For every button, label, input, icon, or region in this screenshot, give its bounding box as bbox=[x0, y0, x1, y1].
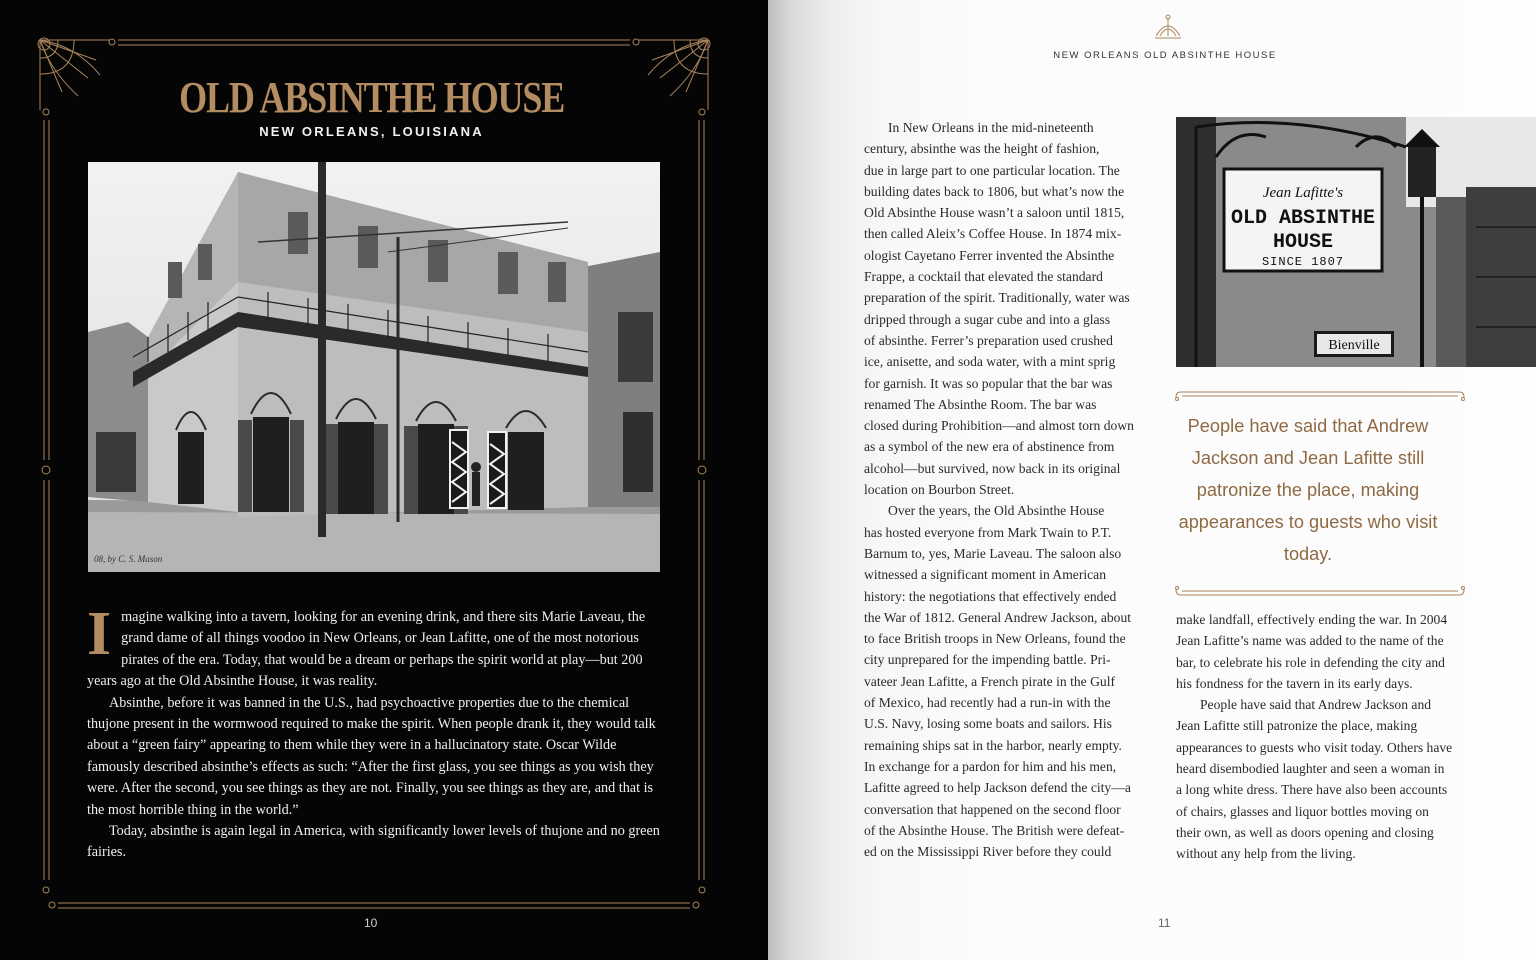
text-line: remaining ships sat in the harbor, nearly empty. bbox=[864, 737, 1122, 753]
text-line: alcohol—but survived, now back in its original bbox=[864, 460, 1121, 476]
text-line: history: the negotiations that effectively ended bbox=[864, 588, 1117, 604]
text-line: In exchange for a pardon for him and his men, bbox=[864, 758, 1117, 774]
text-line: without any help from the living. bbox=[1176, 846, 1356, 862]
text-line: Jean Lafitte’s name was added to the name of the bbox=[1176, 633, 1444, 649]
text-line: has hosted everyone from Mark Twain to P.T. bbox=[864, 524, 1112, 540]
paragraph-3: Today, absinthe is again legal in America, with significantly lower levels of thujone and no green fairies. bbox=[87, 823, 660, 861]
running-head: NEW ORLEANS OLD ABSINTHE HOUSE bbox=[1053, 50, 1277, 61]
text-line: their own, as well as doors opening and closing bbox=[1176, 824, 1434, 840]
text-line: Barnum to, yes, Marie Laveau. The saloon also bbox=[864, 545, 1122, 561]
text-line: vateer Jean Lafitte, a French pirate in the Gulf bbox=[864, 673, 1115, 689]
pull-quote: People have said that Andrew Jackson and Jean Lafitte still patronize the place, making appearances to guests who visit today. bbox=[1178, 416, 1438, 564]
column-1-paragraph-2 bbox=[864, 500, 1154, 862]
text-line: conversation that happened on the second floor bbox=[864, 801, 1121, 817]
text-line: In New Orleans in the mid-nineteenth bbox=[888, 120, 1094, 135]
street-sign: Bienville bbox=[1328, 338, 1380, 353]
text-line: of absinthe. Ferrer’s preparation used crushed bbox=[864, 332, 1113, 348]
text-line: People have said that Andrew Jackson and bbox=[1200, 697, 1432, 713]
text-line: closed during Prohibition—and almost torn down bbox=[864, 418, 1134, 434]
text-line: Frappe, a cocktail that elevated the standard bbox=[864, 269, 1103, 285]
page-subtitle: NEW ORLEANS, LOUISIANA bbox=[259, 124, 484, 139]
text-line: to face British troops in New Orleans, found the bbox=[864, 631, 1126, 647]
text-line: Old Absinthe House wasn’t a saloon until 1815, bbox=[864, 205, 1125, 221]
header-ornament-icon bbox=[1151, 14, 1185, 44]
text-line: the War of 1812. General Andrew Jackson, about bbox=[864, 609, 1132, 625]
text-line: ed on the Mississippi River before they could bbox=[864, 844, 1112, 860]
column-2-text bbox=[1176, 609, 1466, 865]
sign-line-3: HOUSE bbox=[1272, 231, 1334, 254]
text-line: renamed The Absinthe Room. The bar was bbox=[864, 396, 1097, 412]
text-line: then called Aleix’s Coffee House. In 1874 mix- bbox=[864, 226, 1122, 242]
text-line: dripped through a sugar cube and into a glass bbox=[864, 311, 1111, 327]
sign-line-2: OLD ABSINTHE bbox=[1230, 207, 1376, 230]
column-1-text bbox=[864, 117, 1154, 862]
sign-line-1: Jean Lafitte's bbox=[1262, 185, 1344, 201]
page-number-left: 10 bbox=[364, 916, 378, 930]
text-line: century, absinthe was the height of fashion, bbox=[864, 141, 1100, 157]
text-line: a long white dress. There have also been accounts bbox=[1176, 782, 1448, 798]
sign-line-4: SINCE 1807 bbox=[1261, 255, 1345, 269]
text-line: bar, to celebrate his role in defending the city and bbox=[1176, 654, 1445, 670]
text-line: city unprepared for the impending battle. Pri- bbox=[864, 652, 1111, 668]
text-line: U.S. Navy, losing some boats and sailors. His bbox=[864, 716, 1112, 732]
drop-cap: I bbox=[87, 600, 112, 668]
text-line: Jean Lafitte still patronize the place, making bbox=[1176, 718, 1418, 734]
text-line: due in large part to one particular location. The bbox=[864, 162, 1120, 178]
text-line: of Mexico, had recently had a run-in with the bbox=[864, 695, 1111, 711]
column-1-paragraph-1 bbox=[864, 117, 1154, 500]
text-line: witnessed a significant moment in American bbox=[864, 567, 1106, 583]
text-line: Over the years, the Old Absinthe House bbox=[888, 503, 1105, 519]
text-line: make landfall, effectively ending the war. In 2004 bbox=[1176, 612, 1448, 627]
text-line: of the Absinthe House. The British were defeat- bbox=[864, 822, 1125, 838]
text-line: appearances to guests who visit today. Others have bbox=[1176, 739, 1453, 755]
column-2-paragraph-2 bbox=[1176, 694, 1466, 864]
text-line: as a symbol of the new era of abstinence from bbox=[864, 439, 1115, 455]
text-line: location on Bourbon Street. bbox=[864, 482, 1015, 498]
text-line: for garnish. It was so popular that the bar was bbox=[864, 375, 1113, 391]
absinthe-house-sign-photo bbox=[1176, 117, 1536, 367]
column-2-paragraph-1 bbox=[1176, 609, 1466, 694]
right-page bbox=[768, 0, 1536, 960]
text-line: ice, anisette, and soda water, with a mint sprig bbox=[864, 354, 1116, 370]
quote-rule-bottom bbox=[1174, 584, 1466, 596]
text-line: his fondness for the tavern in its early days. bbox=[1176, 675, 1413, 691]
text-line: of chairs, glasses and liquor bottles moving on bbox=[1176, 803, 1429, 819]
photo-caption: 08, by C. S. Mason bbox=[94, 554, 163, 564]
text-line: heard disembodied laughter and seen a woman in bbox=[1176, 761, 1445, 777]
page-number-right: 11 bbox=[1158, 916, 1171, 930]
text-line: Lafitte agreed to help Jackson defend the city—a bbox=[864, 780, 1131, 796]
text-line: ologist Cayetano Ferrer invented the Absinthe bbox=[864, 247, 1115, 263]
historic-building-photo bbox=[88, 162, 660, 572]
quote-rule-top bbox=[1174, 391, 1466, 403]
page-title: OLD ABSINTHE HOUSE bbox=[179, 73, 565, 122]
paragraph-2: Absinthe, before it was banned in the U.S., had psychoactive properties due to the chemical thujone present in the wormwood required to make the spirit. When people drank it, they would talk about a “green fairy” appearing to them while they were in a hallucinatory state. Oscar Wilde famously described absinthe’s effects as such: “After the first glass, you see things as you wish they were. After the second, you see things as they are not. Finally, you see things as they are, and that is the most horrible thing in the world.” bbox=[87, 694, 656, 818]
text-line: preparation of the spirit. Traditionally, water was bbox=[864, 290, 1130, 306]
left-body-text bbox=[87, 600, 670, 864]
paragraph-1: Imagine walking into a tavern, looking for an evening drink, and there sits Marie Laveau, the grand dame of all things voodoo in New Orleans, or Jean Lafitte, one of the most notorious pirates of the era. Today, that would be a dream or perhaps the spirit world at play—but 200 years ago at the Old Absinthe House, it was reality. bbox=[87, 600, 646, 690]
text-line: building dates back to 1806, but what’s now the bbox=[864, 183, 1125, 199]
